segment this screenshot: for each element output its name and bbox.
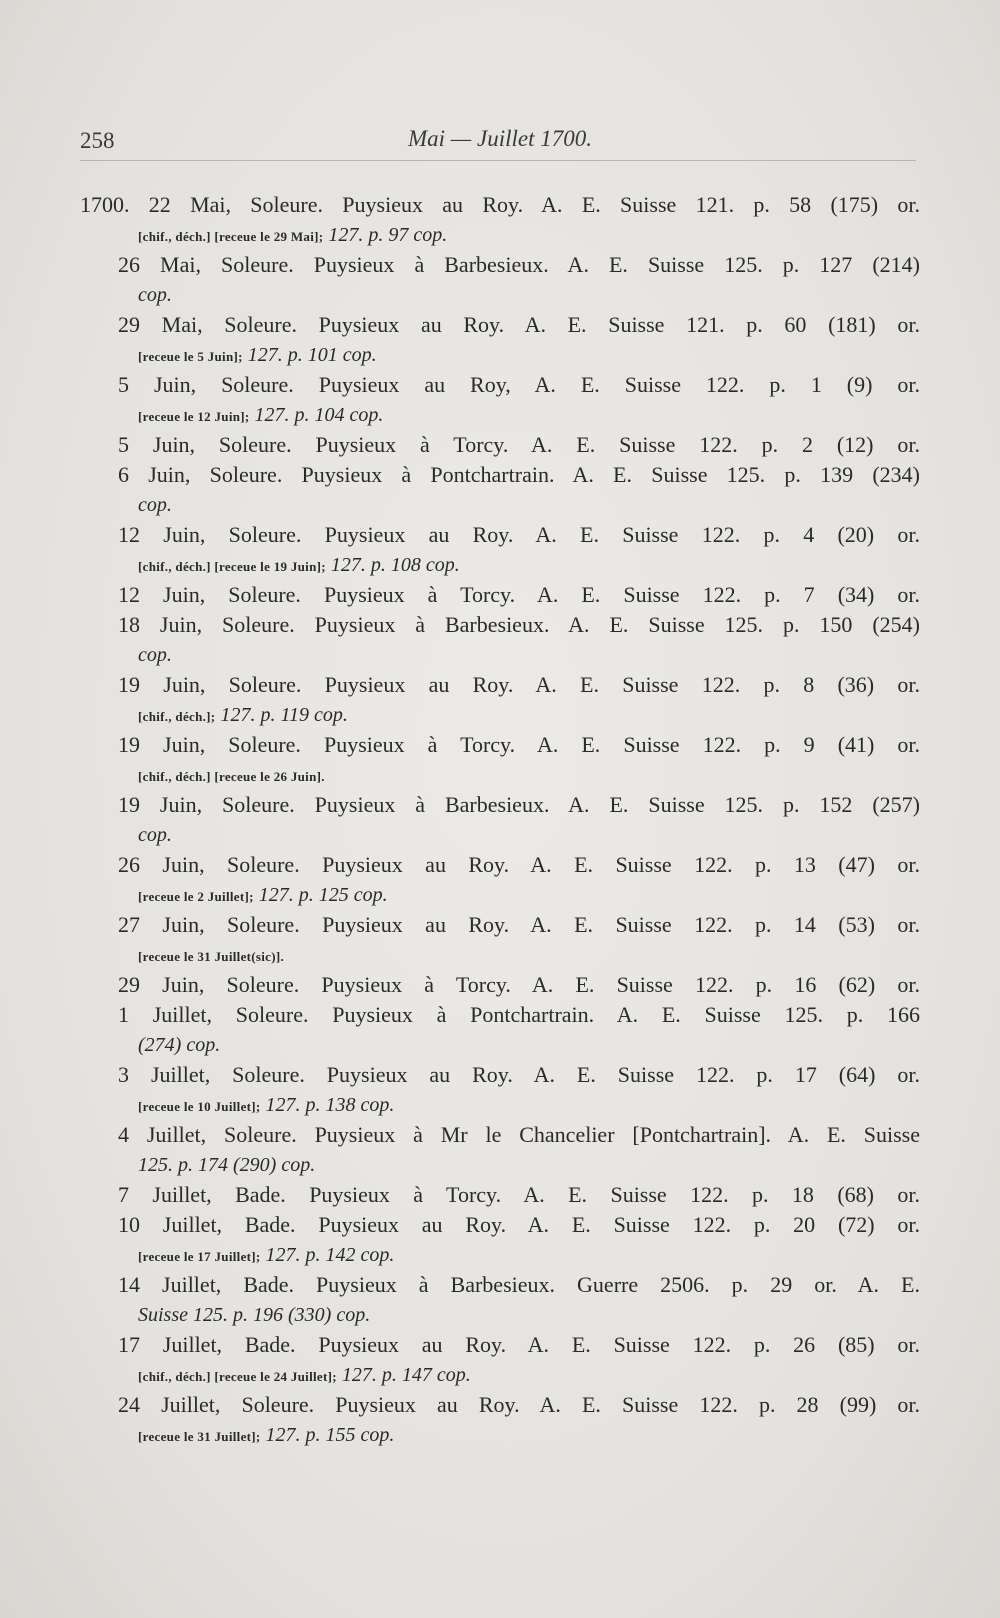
- entry-note: [receue le 31 Juillet(sic)].: [138, 949, 285, 964]
- entry-note: [receue le 5 Juin];: [138, 349, 243, 364]
- entry-note: [chif., déch.] [receue le 24 Juillet];: [138, 1369, 337, 1384]
- entry-list: [80, 190, 920, 1450]
- entry-note: [receue le 31 Juillet];: [138, 1429, 261, 1444]
- entry-note: [chif., déch.] [receue le 29 Mai];: [138, 229, 324, 244]
- list-item: [80, 790, 920, 850]
- entry-line: 5 Juin, Soleure. Puysieux au Roy, A. E. Suisse 122. p. 1 (9) or.: [118, 372, 920, 397]
- entry-ref: cop.: [138, 644, 172, 666]
- entry-line: 1700. 22 Mai, Soleure. Puysieux au Roy. A. E. Suisse 121. p. 58 (175) or.: [80, 192, 920, 217]
- entry-note: [chif., déch.] [receue le 19 Juin];: [138, 559, 326, 574]
- list-item: [80, 430, 920, 460]
- list-item: [80, 190, 920, 250]
- entry-ref: cop.: [138, 494, 172, 516]
- list-item: [80, 1000, 920, 1060]
- list-item: [80, 460, 920, 520]
- entry-ref: cop.: [138, 824, 172, 846]
- entry-line: 18 Juin, Soleure. Puysieux à Barbesieux. A. E. Suisse 125. p. 150 (254): [118, 612, 920, 637]
- entry-ref: 127. p. 101 cop.: [247, 344, 377, 366]
- entry-line: 6 Juin, Soleure. Puysieux à Pontchartrain. A. E. Suisse 125. p. 139 (234): [118, 462, 920, 487]
- entry-line: 26 Mai, Soleure. Puysieux à Barbesieux. A. E. Suisse 125. p. 127 (214): [118, 252, 920, 277]
- entry-line: 14 Juillet, Bade. Puysieux à Barbesieux. Guerre 2506. p. 29 or. A. E.: [118, 1272, 920, 1297]
- entry-line: 3 Juillet, Soleure. Puysieux au Roy. A. E. Suisse 122. p. 17 (64) or.: [118, 1062, 920, 1087]
- entry-ref: 127. p. 125 cop.: [258, 884, 388, 906]
- entry-ref: 127. p. 104 cop.: [254, 404, 384, 426]
- list-item: [80, 1270, 920, 1330]
- entry-ref: 127. p. 155 cop.: [265, 1424, 395, 1446]
- entry-note: [receue le 2 Juillet];: [138, 889, 254, 904]
- list-item: [80, 610, 920, 670]
- entry-line: 24 Juillet, Soleure. Puysieux au Roy. A. E. Suisse 122. p. 28 (99) or.: [118, 1392, 920, 1417]
- entry-line: 26 Juin, Soleure. Puysieux au Roy. A. E. Suisse 122. p. 13 (47) or.: [118, 852, 920, 877]
- entry-line: 4 Juillet, Soleure. Puysieux à Mr le Chancelier [Pontchartrain]. A. E. Suisse: [118, 1122, 920, 1147]
- entry-line: 5 Juin, Soleure. Puysieux à Torcy. A. E. Suisse 122. p. 2 (12) or.: [118, 432, 920, 457]
- entry-ref: 127. p. 147 cop.: [341, 1364, 471, 1386]
- entry-note: [chif., déch.] [receue le 26 Juin].: [138, 769, 325, 784]
- entry-ref: 127. p. 119 cop.: [220, 704, 348, 726]
- entry-note: [receue le 12 Juin];: [138, 409, 250, 424]
- entry-line: 19 Juin, Soleure. Puysieux à Barbesieux. A. E. Suisse 125. p. 152 (257): [118, 792, 920, 817]
- entry-ref: 127. p. 142 cop.: [265, 1244, 395, 1266]
- entry-line: 29 Mai, Soleure. Puysieux au Roy. A. E. Suisse 121. p. 60 (181) or.: [118, 312, 920, 337]
- list-item: [80, 520, 920, 580]
- entry-ref: 125. p. 174 (290) cop.: [138, 1154, 316, 1176]
- entry-line: 19 Juin, Soleure. Puysieux à Torcy. A. E. Suisse 122. p. 9 (41) or.: [118, 732, 920, 757]
- entry-ref: 127. p. 108 cop.: [330, 554, 460, 576]
- entry-line: 29 Juin, Soleure. Puysieux à Torcy. A. E. Suisse 122. p. 16 (62) or.: [118, 972, 920, 997]
- entry-ref: cop.: [138, 284, 172, 306]
- entry-ref: (274) cop.: [138, 1034, 221, 1056]
- entry-line: 27 Juin, Soleure. Puysieux au Roy. A. E. Suisse 122. p. 14 (53) or.: [118, 912, 920, 937]
- list-item: [80, 1120, 920, 1180]
- list-item: [80, 1330, 920, 1390]
- list-item: [80, 670, 920, 730]
- entry-line: 1 Juillet, Soleure. Puysieux à Pontchartrain. A. E. Suisse 125. p. 166: [118, 1002, 920, 1027]
- header-rule: [80, 160, 916, 161]
- entry-line: 12 Juin, Soleure. Puysieux à Torcy. A. E. Suisse 122. p. 7 (34) or.: [118, 582, 920, 607]
- entry-ref: Suisse 125. p. 196 (330) cop.: [138, 1304, 371, 1326]
- entry-ref: 127. p. 138 cop.: [265, 1094, 395, 1116]
- list-item: [80, 1180, 920, 1210]
- running-title: Mai — Juillet 1700.: [408, 126, 592, 151]
- list-item: [80, 970, 920, 1000]
- entry-note: [chif., déch.];: [138, 709, 216, 724]
- list-item: [80, 580, 920, 610]
- entry-note: [receue le 17 Juillet];: [138, 1249, 261, 1264]
- list-item: [80, 730, 920, 790]
- entry-line: 19 Juin, Soleure. Puysieux au Roy. A. E. Suisse 122. p. 8 (36) or.: [118, 672, 920, 697]
- list-item: [80, 1390, 920, 1450]
- entry-line: 10 Juillet, Bade. Puysieux au Roy. A. E. Suisse 122. p. 20 (72) or.: [118, 1212, 920, 1237]
- page-number: 258: [80, 128, 115, 153]
- list-item: [80, 250, 920, 310]
- list-item: [80, 370, 920, 430]
- list-item: [80, 850, 920, 910]
- entry-note: [receue le 10 Juillet];: [138, 1099, 261, 1114]
- list-item: [80, 1210, 920, 1270]
- list-item: [80, 910, 920, 970]
- entry-line: 17 Juillet, Bade. Puysieux au Roy. A. E. Suisse 122. p. 26 (85) or.: [118, 1332, 920, 1357]
- list-item: [80, 310, 920, 370]
- entry-line: 7 Juillet, Bade. Puysieux à Torcy. A. E. Suisse 122. p. 18 (68) or.: [118, 1182, 920, 1207]
- entry-line: 12 Juin, Soleure. Puysieux au Roy. A. E. Suisse 122. p. 4 (20) or.: [118, 522, 920, 547]
- list-item: [80, 1060, 920, 1120]
- entry-ref: 127. p. 97 cop.: [328, 224, 448, 246]
